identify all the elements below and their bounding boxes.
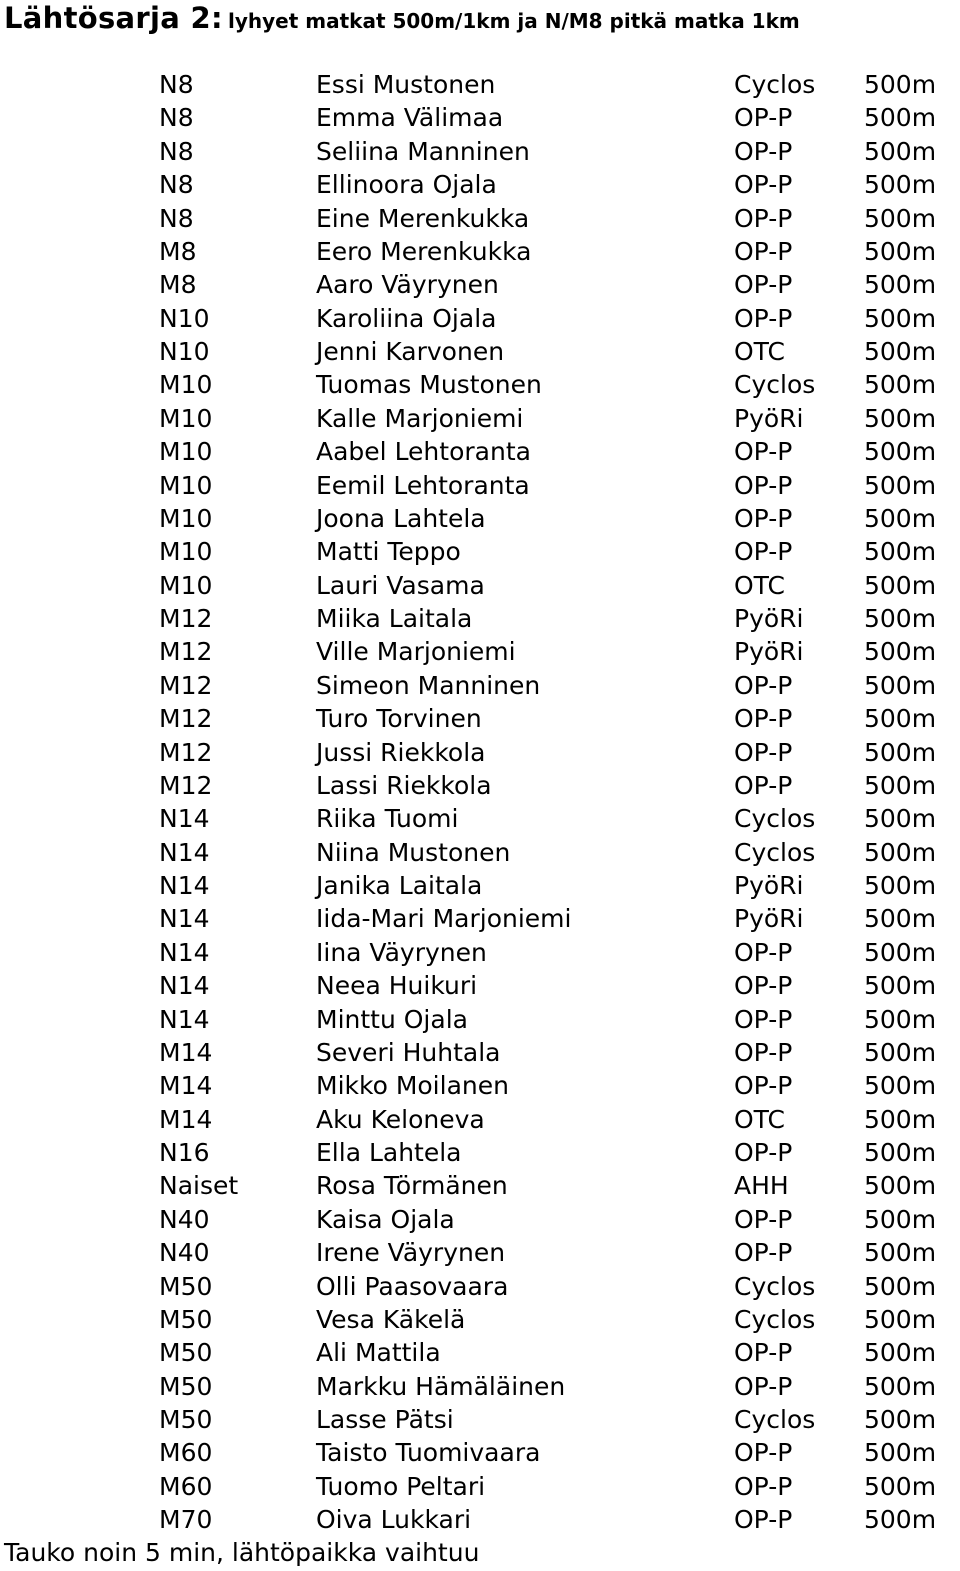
list-item	[0, 836, 960, 869]
list-item	[0, 1503, 960, 1536]
entry-class: M10	[159, 570, 213, 600]
entry-class: N14	[159, 904, 210, 934]
entry-class: M60	[159, 1471, 213, 1501]
list-item	[0, 635, 960, 668]
entry-club: OP-P	[734, 537, 793, 567]
list-item	[0, 101, 960, 134]
entry-distance: 500m	[864, 136, 937, 166]
entry-club: OP-P	[734, 1204, 793, 1234]
list-item	[0, 569, 960, 602]
entry-name: Turo Torvinen	[316, 704, 482, 734]
list-item	[0, 268, 960, 301]
entry-name: Matti Teppo	[316, 537, 461, 567]
entry-class: M50	[159, 1371, 213, 1401]
entry-club: PyöRi	[734, 604, 804, 633]
entry-club: OP-P	[734, 1071, 793, 1101]
entry-distance: 500m	[864, 1238, 937, 1268]
entry-club: OP-P	[734, 303, 793, 333]
entry-club: OP-P	[734, 1037, 793, 1067]
entry-distance: 500m	[864, 537, 937, 567]
entry-name: Essi Mustonen	[316, 70, 496, 99]
list-item	[0, 202, 960, 235]
entry-distance: 500m	[864, 1004, 937, 1034]
entry-club: Cyclos	[734, 1304, 816, 1334]
list-item	[0, 368, 960, 401]
entry-club: Cyclos	[734, 804, 816, 834]
entry-name: Minttu Ojala	[316, 1004, 468, 1034]
entry-name: Eemil Lehtoranta	[316, 470, 530, 500]
list-item	[0, 402, 960, 435]
entry-name: Iida-Mari Marjoniemi	[316, 904, 572, 934]
entry-name: Eero Merenkukka	[316, 236, 532, 266]
list-item	[0, 1270, 960, 1303]
list-item	[0, 1103, 960, 1136]
list-item	[0, 335, 960, 368]
entry-distance: 500m	[864, 170, 937, 200]
list-item	[0, 469, 960, 502]
entry-class: N8	[159, 103, 194, 133]
entry-name: Aku Keloneva	[316, 1104, 485, 1134]
entry-club: PyöRi	[734, 871, 804, 900]
entry-club: AHH	[734, 1171, 789, 1201]
entry-class: N8	[159, 136, 194, 166]
entry-name: Emma Välimaa	[316, 103, 504, 133]
list-item	[0, 669, 960, 702]
entry-distance: 500m	[864, 971, 937, 1001]
entry-name: Eine Merenkukka	[316, 203, 530, 233]
list-item	[0, 1470, 960, 1503]
entry-name: Janika Laitala	[316, 871, 483, 900]
list-item	[0, 168, 960, 201]
entry-distance: 500m	[864, 1037, 937, 1067]
entry-distance: 500m	[864, 937, 937, 967]
entry-club: OTC	[734, 337, 785, 366]
entry-distance: 500m	[864, 1271, 937, 1301]
entry-club: OP-P	[734, 103, 793, 133]
entry-class: N8	[159, 170, 194, 200]
entry-distance: 500m	[864, 670, 937, 700]
list-item	[0, 602, 960, 635]
entry-club: PyöRi	[734, 637, 804, 667]
entry-distance: 500m	[864, 1471, 937, 1501]
entry-club: OP-P	[734, 1004, 793, 1034]
entry-name: Aaro Väyrynen	[316, 270, 499, 300]
list-item	[0, 135, 960, 168]
entry-name: Karoliina Ojala	[316, 303, 497, 333]
entry-class: M10	[159, 470, 213, 500]
entry-name: Lassi Riekkola	[316, 770, 492, 800]
entry-club: OP-P	[734, 937, 793, 967]
entry-name: Olli Paasovaara	[316, 1271, 509, 1301]
entry-class: N14	[159, 937, 210, 967]
entry-club: OTC	[734, 1104, 785, 1134]
entry-name: Riika Tuomi	[316, 804, 459, 834]
entry-club: Cyclos	[734, 70, 816, 99]
entry-distance: 500m	[864, 337, 937, 366]
entry-name: Taisto Tuomivaara	[316, 1438, 541, 1468]
entry-distance: 500m	[864, 1171, 937, 1201]
entry-name: Vesa Käkelä	[316, 1304, 466, 1334]
entry-club: OP-P	[734, 1438, 793, 1468]
entry-class: M50	[159, 1338, 213, 1368]
entry-class: M12	[159, 737, 213, 767]
entry-class: M50	[159, 1271, 213, 1301]
list-item	[0, 1036, 960, 1069]
list-item	[0, 302, 960, 335]
entry-class: N10	[159, 337, 210, 366]
entry-class: M12	[159, 704, 213, 734]
entry-name: Neea Huikuri	[316, 971, 478, 1001]
entry-club: Cyclos	[734, 1405, 816, 1434]
entry-class: M14	[159, 1104, 213, 1134]
list-item	[0, 1436, 960, 1469]
entry-class: M14	[159, 1071, 213, 1101]
title-subtitle: lyhyet matkat 500m/1km ja N/M8 pitkä matka 1km	[228, 9, 800, 33]
entry-class: M12	[159, 637, 213, 667]
entry-distance: 500m	[864, 1371, 937, 1401]
footer-note: Tauko noin 5 min, lähtöpaikka vaihtuu	[4, 1538, 480, 1567]
entry-distance: 500m	[864, 637, 937, 667]
start-list	[0, 68, 960, 1537]
entry-class: N40	[159, 1204, 210, 1234]
entry-distance: 500m	[864, 1138, 937, 1167]
entry-club: OP-P	[734, 236, 793, 266]
entry-distance: 500m	[864, 804, 937, 834]
entry-club: Cyclos	[734, 1271, 816, 1301]
entry-name: Kaisa Ojala	[316, 1204, 455, 1234]
list-item	[0, 1370, 960, 1403]
entry-class: M8	[159, 236, 197, 266]
entry-class: Naiset	[159, 1171, 239, 1201]
entry-class: M50	[159, 1405, 213, 1434]
entry-club: OP-P	[734, 503, 793, 533]
entry-distance: 500m	[864, 370, 937, 400]
entry-name: Lauri Vasama	[316, 570, 485, 600]
list-item	[0, 969, 960, 1002]
entry-distance: 500m	[864, 904, 937, 934]
entry-distance: 500m	[864, 871, 937, 900]
list-item	[0, 902, 960, 935]
list-item	[0, 936, 960, 969]
entry-name: Ali Mattila	[316, 1338, 441, 1368]
entry-class: N14	[159, 871, 210, 900]
entry-distance: 500m	[864, 737, 937, 767]
entry-class: M12	[159, 604, 213, 633]
entry-class: M10	[159, 503, 213, 533]
entry-club: OP-P	[734, 737, 793, 767]
entry-name: Oiva Lukkari	[316, 1505, 472, 1535]
entry-name: Lasse Pätsi	[316, 1405, 454, 1434]
entry-distance: 500m	[864, 1438, 937, 1468]
entry-class: M14	[159, 1037, 213, 1067]
entry-name: Kalle Marjoniemi	[316, 403, 524, 433]
entry-class: N8	[159, 203, 194, 233]
entry-distance: 500m	[864, 604, 937, 633]
entry-name: Mikko Moilanen	[316, 1071, 509, 1101]
entry-distance: 500m	[864, 236, 937, 266]
list-item	[0, 1203, 960, 1236]
entry-class: N14	[159, 804, 210, 834]
entry-club: OP-P	[734, 704, 793, 734]
entry-name: Iina Väyrynen	[316, 937, 487, 967]
entry-club: OP-P	[734, 1505, 793, 1535]
entry-class: N14	[159, 971, 210, 1001]
entry-club: OP-P	[734, 270, 793, 300]
page-title	[4, 0, 800, 36]
entry-club: OP-P	[734, 136, 793, 166]
list-item	[0, 502, 960, 535]
entry-distance: 500m	[864, 1304, 937, 1334]
entry-distance: 500m	[864, 1505, 937, 1535]
entry-name: Ella Lahtela	[316, 1138, 462, 1167]
entry-distance: 500m	[864, 570, 937, 600]
entry-distance: 500m	[864, 837, 937, 867]
entry-class: N14	[159, 837, 210, 867]
entry-class: M10	[159, 437, 213, 467]
entry-distance: 500m	[864, 437, 937, 467]
entry-distance: 500m	[864, 1204, 937, 1234]
entry-name: Markku Hämäläinen	[316, 1371, 566, 1401]
entry-club: OP-P	[734, 1471, 793, 1501]
entry-club: OP-P	[734, 670, 793, 700]
list-item	[0, 1336, 960, 1369]
entry-class: M12	[159, 770, 213, 800]
entry-name: Severi Huhtala	[316, 1037, 501, 1067]
entry-club: Cyclos	[734, 837, 816, 867]
entry-name: Tuomas Mustonen	[316, 370, 542, 400]
list-item	[0, 435, 960, 468]
entry-class: N16	[159, 1138, 210, 1167]
entry-club: OTC	[734, 570, 785, 600]
entry-name: Jenni Karvonen	[316, 337, 505, 366]
entry-club: OP-P	[734, 1371, 793, 1401]
entry-name: Ellinoora Ojala	[316, 170, 497, 200]
entry-class: N14	[159, 1004, 210, 1034]
entry-class: M10	[159, 537, 213, 567]
entry-distance: 500m	[864, 303, 937, 333]
entry-name: Seliina Manninen	[316, 136, 530, 166]
entry-class: M70	[159, 1505, 213, 1535]
entry-class: N8	[159, 70, 194, 99]
entry-distance: 500m	[864, 1104, 937, 1134]
list-item	[0, 1403, 960, 1436]
list-item	[0, 736, 960, 769]
entry-distance: 500m	[864, 1405, 937, 1434]
entry-distance: 500m	[864, 403, 937, 433]
entry-club: OP-P	[734, 1138, 793, 1167]
entry-name: Tuomo Peltari	[316, 1471, 486, 1501]
list-item	[0, 1069, 960, 1102]
entry-name: Jussi Riekkola	[316, 737, 486, 767]
entry-club: Cyclos	[734, 370, 816, 400]
entry-name: Miika Laitala	[316, 604, 473, 633]
entry-class: N40	[159, 1238, 210, 1268]
entry-club: OP-P	[734, 770, 793, 800]
entry-name: Aabel Lehtoranta	[316, 437, 531, 467]
list-item	[0, 702, 960, 735]
list-item	[0, 535, 960, 568]
list-item	[0, 802, 960, 835]
entry-club: OP-P	[734, 203, 793, 233]
list-item	[0, 1303, 960, 1336]
list-item	[0, 1169, 960, 1202]
list-item	[0, 1003, 960, 1036]
entry-club: OP-P	[734, 1238, 793, 1268]
entry-distance: 500m	[864, 704, 937, 734]
entry-name: Joona Lahtela	[316, 503, 486, 533]
entry-club: PyöRi	[734, 904, 804, 934]
title-main: Lähtösarja 2:	[4, 1, 223, 35]
list-item	[0, 1236, 960, 1269]
entry-distance: 500m	[864, 503, 937, 533]
list-item	[0, 1136, 960, 1169]
entry-class: M10	[159, 403, 213, 433]
entry-distance: 500m	[864, 1071, 937, 1101]
entry-distance: 500m	[864, 470, 937, 500]
list-item	[0, 869, 960, 902]
entry-distance: 500m	[864, 270, 937, 300]
entry-club: PyöRi	[734, 403, 804, 433]
entry-club: OP-P	[734, 170, 793, 200]
entry-class: M12	[159, 670, 213, 700]
entry-distance: 500m	[864, 1338, 937, 1368]
entry-distance: 500m	[864, 103, 937, 133]
entry-club: OP-P	[734, 437, 793, 467]
entry-class: M60	[159, 1438, 213, 1468]
entry-club: OP-P	[734, 1338, 793, 1368]
entry-name: Rosa Törmänen	[316, 1171, 508, 1201]
entry-class: N10	[159, 303, 210, 333]
entry-name: Irene Väyrynen	[316, 1238, 506, 1268]
entry-distance: 500m	[864, 70, 937, 99]
entry-club: OP-P	[734, 971, 793, 1001]
entry-name: Niina Mustonen	[316, 837, 511, 867]
list-item	[0, 235, 960, 268]
entry-class: M8	[159, 270, 197, 300]
entry-club: OP-P	[734, 470, 793, 500]
list-item	[0, 769, 960, 802]
list-item	[0, 68, 960, 101]
entry-distance: 500m	[864, 770, 937, 800]
entry-name: Simeon Manninen	[316, 670, 541, 700]
entry-distance: 500m	[864, 203, 937, 233]
entry-name: Ville Marjoniemi	[316, 637, 516, 667]
entry-class: M10	[159, 370, 213, 400]
entry-class: M50	[159, 1304, 213, 1334]
